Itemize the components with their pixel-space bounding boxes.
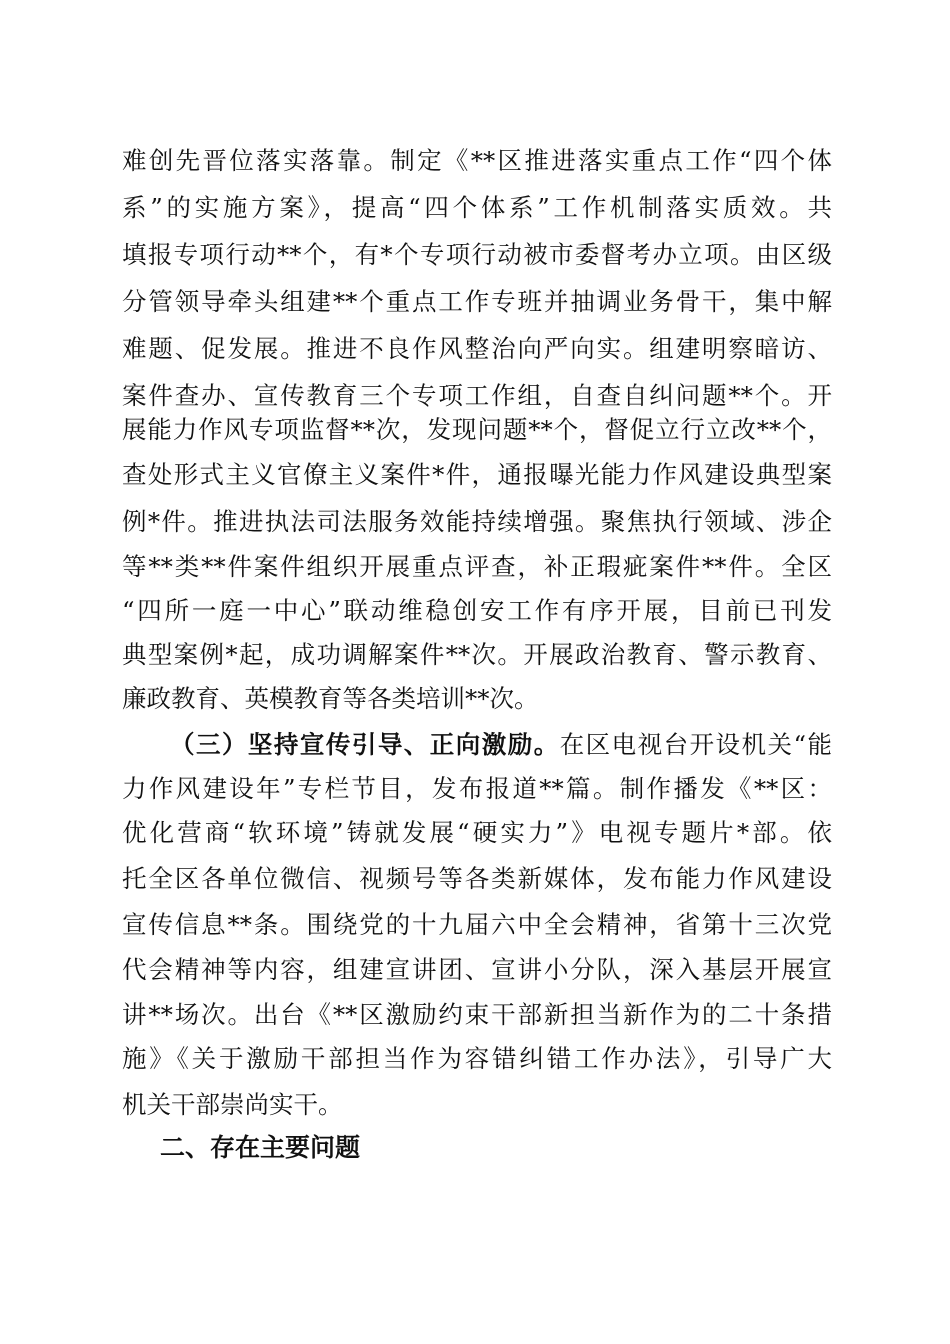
section-heading: 二、存在主要问题 xyxy=(160,1133,361,1162)
paragraph-line: “四所一庭一中心”联动维稳创安工作有序开展，目前已刊发 xyxy=(122,596,832,625)
paragraph-line: 填报专项行动**个，有*个专项行动被市委督考办立项。由区级 xyxy=(122,240,832,269)
paragraph-line: 施》《关于激励干部担当作为容错纠错工作办法》，引导广大 xyxy=(122,1044,832,1073)
paragraph-line: 展能力作风专项监督**次，发现问题**个，督促立行立改**个， xyxy=(122,415,832,444)
paragraph-line: 廉政教育、英模教育等各类培训**次。 xyxy=(122,684,539,713)
paragraph-line: 难创先晋位落实落靠。制定《**区推进落实重点工作“四个体 xyxy=(122,146,832,175)
paragraph-line: 托全区各单位微信、视频号等各类新媒体，发布能力作风建设 xyxy=(122,864,832,893)
paragraph-line: 查处形式主义官僚主义案件*件，通报曝光能力作风建设典型案 xyxy=(122,460,832,489)
paragraph-line: 系”的实施方案》，提高“四个体系”工作机制落实质效。共 xyxy=(122,193,832,222)
paragraph-line: 优化营商“软环境”铸就发展“硬实力”》电视专题片*部。依 xyxy=(122,818,832,847)
paragraph-line: 力作风建设年”专栏节目，发布报道**篇。制作播发《**区： xyxy=(122,774,832,803)
paragraph-line: 分管领导牵头组建**个重点工作专班并抽调业务骨干，集中解 xyxy=(122,287,832,316)
paragraph-line: 典型案例*起，成功调解案件**次。开展政治教育、警示教育、 xyxy=(122,640,832,669)
paragraph-line: 讲**场次。出台《**区激励约束干部新担当新作为的二十条措 xyxy=(122,1000,832,1029)
paragraph-line: 机关干部崇尚实干。 xyxy=(122,1090,343,1119)
paragraph-line: 宣传信息**条。围绕党的十九届六中全会精神，省第十三次党 xyxy=(122,910,832,939)
paragraph-text: 在区电视台开设机关“能 xyxy=(559,730,832,759)
paragraph-line: 例*件。推进执法司法服务效能持续增强。聚焦执行领域、涉企 xyxy=(122,507,832,536)
paragraph-heading: （三）坚持宣传引导、正向激励。 xyxy=(170,730,560,759)
paragraph-first-line xyxy=(170,730,832,760)
paragraph-line: 难题、促发展。推进不良作风整治向严向实。组建明察暗访、 xyxy=(122,334,832,363)
paragraph-line: 案件查办、宣传教育三个专项工作组，自查自纠问题**个。开 xyxy=(122,381,832,410)
paragraph-line: 代会精神等内容，组建宣讲团、宣讲小分队，深入基层开展宣 xyxy=(122,955,832,984)
paragraph-line: 等**类**件案件组织开展重点评查，补正瑕疵案件**件。全区 xyxy=(122,552,832,581)
